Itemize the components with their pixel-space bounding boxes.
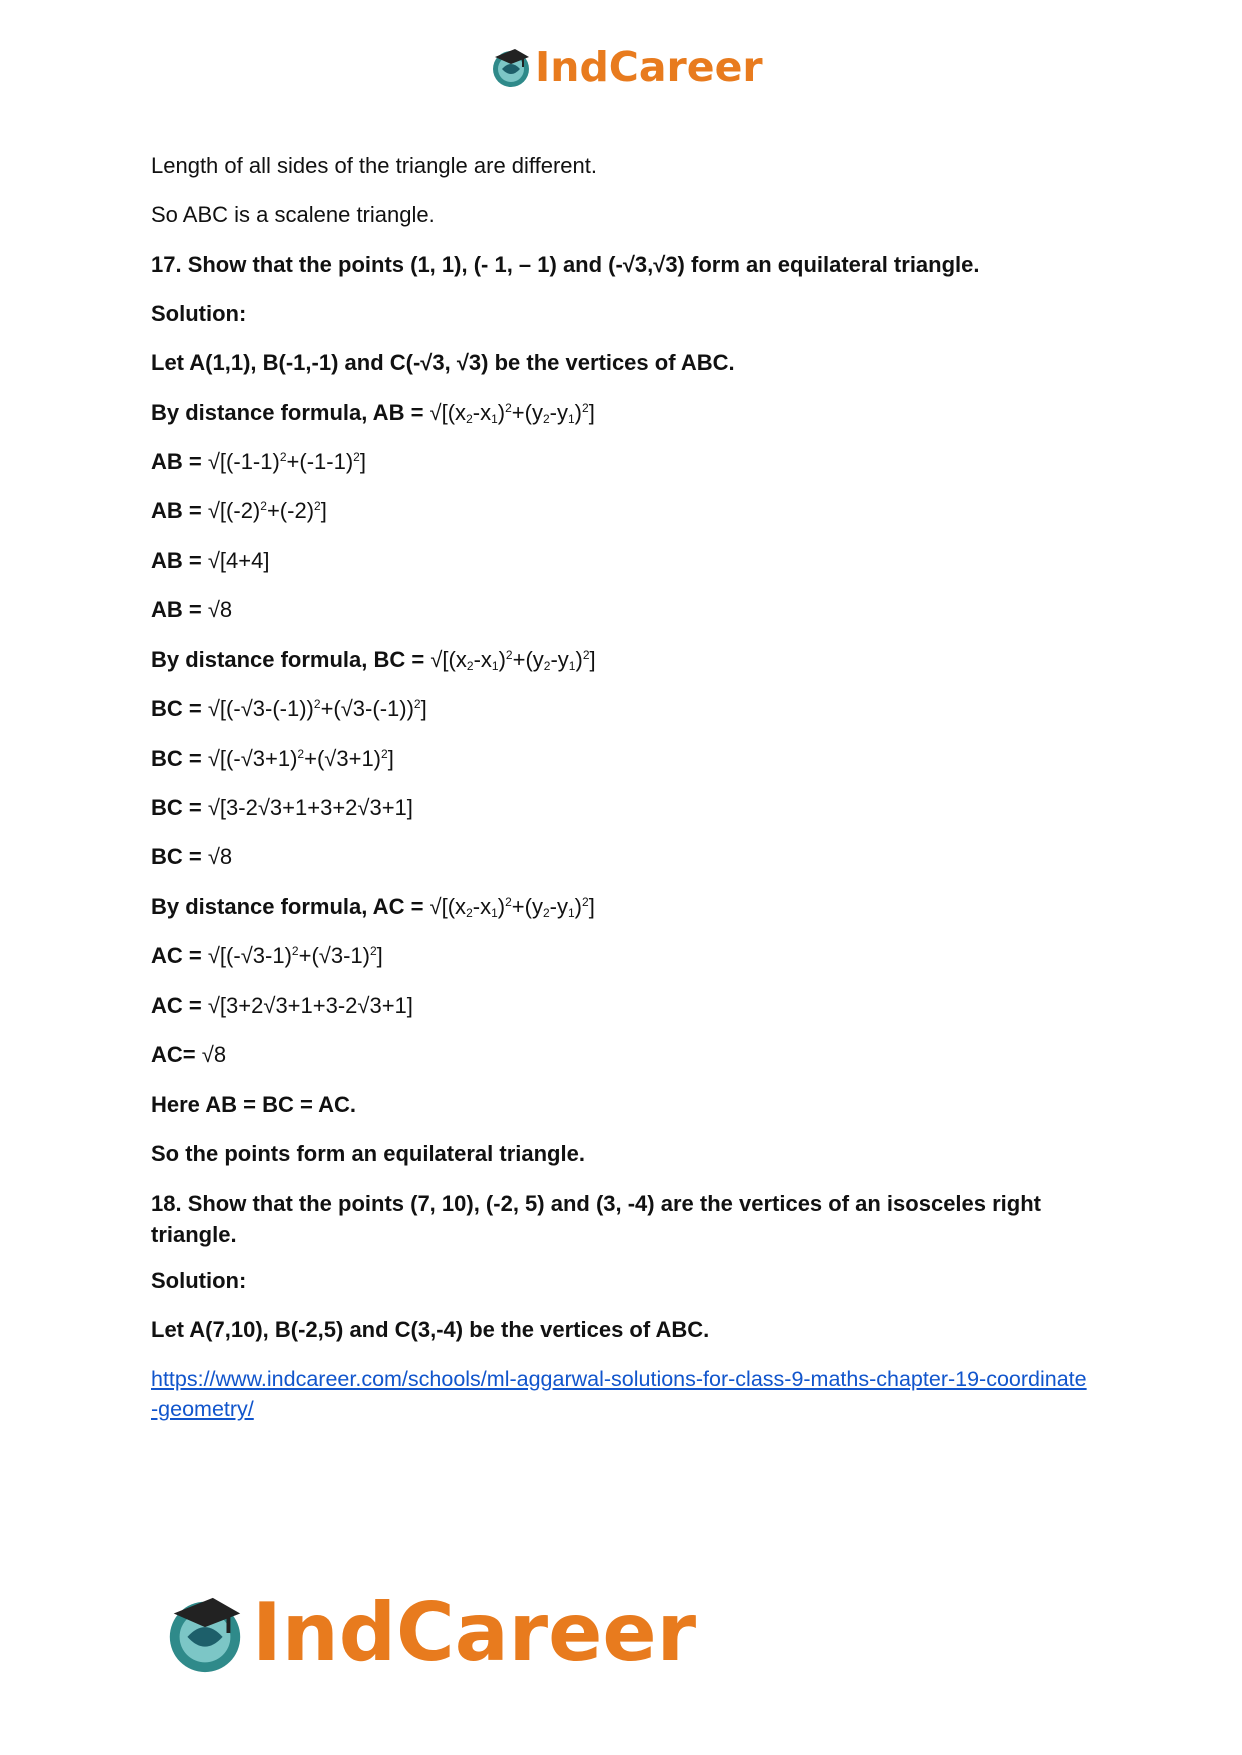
q17-conclusion-2: So the points form an equilateral triangle. [151, 1141, 585, 1166]
footer-brand-text: IndCareer [252, 1585, 697, 1679]
intro-line-1: Length of all sides of the triangle are different. [151, 153, 597, 178]
graduation-globe-icon [162, 1590, 248, 1676]
question-18: 18. Show that the points (7, 10), (-2, 5) and (3, -4) are the vertices of an isosceles right triangle. [151, 1191, 1042, 1247]
ac-result: AC= √8 [151, 1042, 227, 1067]
q17-conclusion-1: Here AB = BC = AC. [151, 1092, 356, 1117]
ab-step-2: AB = $√[(-2)^2+(-2)^2]$ [151, 498, 327, 523]
ab-step-3: AB = √[4+4] [151, 548, 270, 573]
ab-result: AB = √8 [151, 597, 233, 622]
q18-let-statement: Let A(7,10), B(-2,5) and C(3,-4) be the vertices of ABC. [151, 1317, 710, 1342]
bc-result: BC = √8 [151, 844, 233, 869]
graduation-globe-icon [489, 45, 533, 89]
ac-step-2: AC = √[3+2√3+1+3-2√3+1] [151, 993, 413, 1018]
footer-logo [162, 1585, 696, 1680]
q17-let-statement: Let A(1,1), B(-1,-1) and C(-√3, √3) be the vertices of ABC. [151, 350, 735, 375]
q18-solution-label: Solution: [151, 1268, 247, 1293]
bc-step-1: BC = $√[(-√3-(-1))^2+(√3-(-1))^2]$ [151, 696, 427, 721]
ac-distance-formula: By distance formula, AC = $√[(x_2-x_1)^2+(y_2-y_1)^2]$ [151, 894, 595, 920]
ac-step-1: AC = $√[(-√3-1)^2+(√3-1)^2]$ [151, 943, 383, 968]
bc-distance-formula: By distance formula, BC = $√[(x_2-x_1)^2+(y_2-y_1)^2]$ [151, 647, 596, 673]
q17-solution-label: Solution: [151, 301, 247, 326]
header-logo [489, 42, 763, 92]
source-url-link[interactable]: https://www.indcareer.com/schools/ml-aggarwal-solutions-for-class-9-maths-chapter-19-coordinate-geometry/ [151, 1367, 1087, 1421]
header-brand-text: IndCareer [535, 42, 763, 91]
question-17: 17. Show that the points (1, 1), (- 1, – 1) and (-√3,√3) form an equilateral triangle. [151, 252, 980, 277]
bc-step-2: BC = $√[(-√3+1)^2+(√3+1)^2]$ [151, 746, 394, 771]
bc-step-3: BC = √[3-2√3+1+3+2√3+1] [151, 795, 413, 820]
intro-line-2: So ABC is a scalene triangle. [151, 202, 435, 227]
ab-step-1: AB = $√[(-1-1)^2+(-1-1)^2]$ [151, 449, 366, 474]
ab-distance-formula: By distance formula, AB = $√[(x_2-x_1)^2+(y_2-y_1)^2]$ [151, 400, 595, 426]
